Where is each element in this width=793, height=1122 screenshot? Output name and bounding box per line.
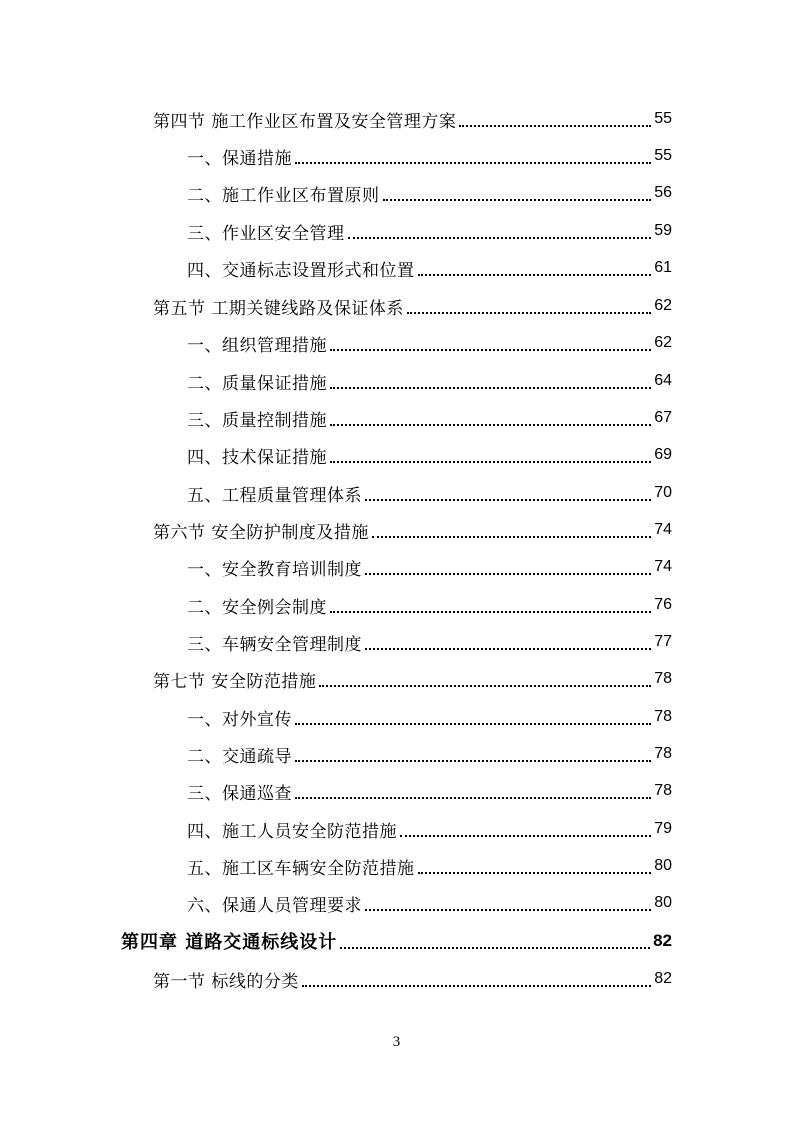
toc-leader-dots <box>365 499 651 501</box>
toc-entry-page: 61 <box>654 259 672 276</box>
toc-leader-dots <box>340 947 650 949</box>
toc-entry-section[interactable] <box>153 291 672 321</box>
toc-entry-section[interactable] <box>153 515 672 545</box>
toc-entry-page: 56 <box>654 184 672 201</box>
toc-entry-page: 80 <box>654 857 672 874</box>
toc-entry-item[interactable] <box>187 888 672 918</box>
toc-entry-title: 一、对外宣传 <box>187 709 292 730</box>
toc-leader-dots <box>418 872 652 874</box>
toc-entry-title: 第六节 安全防护制度及措施 <box>153 522 369 543</box>
toc-entry-item[interactable] <box>187 403 672 433</box>
toc-entry-title: 四、交通标志设置形式和位置 <box>187 260 415 281</box>
toc-entry-title: 三、质量控制措施 <box>187 410 327 431</box>
toc-entry-title: 五、工程质量管理体系 <box>187 485 362 506</box>
toc-entry-page: 55 <box>654 147 672 164</box>
toc-entry-page: 64 <box>654 372 672 389</box>
toc-entry-page: 70 <box>654 484 672 501</box>
toc-leader-dots <box>330 611 651 613</box>
toc-entry-item[interactable] <box>187 478 672 508</box>
toc-entry-title: 第七节 安全防范措施 <box>153 671 317 692</box>
toc-entry-title: 第四节 施工作业区布置及安全管理方案 <box>153 111 457 132</box>
toc-leader-dots <box>302 985 651 987</box>
toc-entry-title: 四、技术保证措施 <box>187 447 327 468</box>
toc-leader-dots <box>319 685 651 687</box>
toc-entry-item[interactable] <box>187 552 672 582</box>
toc-entry-title: 第一节 标线的分类 <box>153 971 299 992</box>
toc-entry-title: 三、车辆安全管理制度 <box>187 634 362 655</box>
toc-entry-page: 78 <box>654 670 672 687</box>
toc-entry-page: 62 <box>654 297 672 314</box>
toc-entry-item[interactable] <box>187 814 672 844</box>
toc-leader-dots <box>459 125 651 127</box>
toc-leader-dots <box>295 760 651 762</box>
toc-entry-page: 74 <box>654 558 672 575</box>
toc-leader-dots <box>400 835 651 837</box>
toc-entry-item[interactable] <box>187 366 672 396</box>
toc-entry-section[interactable] <box>153 104 672 134</box>
toc-leader-dots <box>330 461 651 463</box>
toc-leader-dots <box>330 387 651 389</box>
toc-entry-page: 78 <box>654 708 672 725</box>
toc-entry-page: 77 <box>654 633 672 650</box>
toc-leader-dots <box>407 312 651 314</box>
toc-entry-page: 82 <box>654 970 672 987</box>
toc-entry-title: 一、安全教育培训制度 <box>187 559 362 580</box>
toc-leader-dots <box>330 349 651 351</box>
toc-entry-item[interactable] <box>187 851 672 881</box>
toc-entry-page: 78 <box>654 782 672 799</box>
toc-leader-dots <box>348 237 652 239</box>
toc-entry-title: 二、质量保证措施 <box>187 373 327 394</box>
toc-entry-item[interactable] <box>187 627 672 657</box>
toc-entry-title: 第四章 道路交通标线设计 <box>121 932 338 953</box>
toc-entry-title: 三、保通巡查 <box>187 783 292 804</box>
toc-entry-page: 67 <box>654 409 672 426</box>
toc-entry-item[interactable] <box>187 328 672 358</box>
toc-entry-title: 四、施工人员安全防范措施 <box>187 821 397 842</box>
toc-entry-page: 74 <box>654 521 672 538</box>
toc-entry-title: 第五节 工期关键线路及保证体系 <box>153 298 404 319</box>
toc-entry-title: 五、施工区车辆安全防范措施 <box>187 858 415 879</box>
toc-entry-title: 一、保通措施 <box>187 148 292 169</box>
toc-entry-section[interactable] <box>153 964 672 994</box>
toc-entry-page: 82 <box>653 931 672 950</box>
toc-entry-item[interactable] <box>187 141 672 171</box>
toc-leader-dots <box>383 199 652 201</box>
toc-leader-dots <box>365 648 651 650</box>
toc-entry-page: 59 <box>654 222 672 239</box>
toc-entry-item[interactable] <box>187 776 672 806</box>
toc-entry-page: 76 <box>654 596 672 613</box>
toc-leader-dots <box>295 162 651 164</box>
toc-leader-dots <box>365 909 651 911</box>
toc-entry-item[interactable] <box>187 590 672 620</box>
toc-entry-section[interactable] <box>153 664 672 694</box>
toc-entry-item[interactable] <box>187 739 672 769</box>
toc-entry-title: 三、作业区安全管理 <box>187 223 345 244</box>
toc-entry-page: 55 <box>654 110 672 127</box>
toc-entry-item[interactable] <box>187 178 672 208</box>
toc-leader-dots <box>295 723 651 725</box>
toc-entry-title: 二、施工作业区布置原则 <box>187 185 380 206</box>
toc-entry-title: 六、保通人员管理要求 <box>187 895 362 916</box>
toc-leader-dots <box>418 274 652 276</box>
toc-entry-page: 79 <box>654 820 672 837</box>
toc-leader-dots <box>330 424 651 426</box>
toc-entry-item[interactable] <box>187 440 672 470</box>
toc-leader-dots <box>365 573 651 575</box>
toc-leader-dots <box>372 536 651 538</box>
toc-entry-item[interactable] <box>187 216 672 246</box>
toc-entry-title: 一、组织管理措施 <box>187 335 327 356</box>
toc-leader-dots <box>295 797 651 799</box>
toc-entry-item[interactable] <box>187 253 672 283</box>
toc-entry-title: 二、安全例会制度 <box>187 597 327 618</box>
page-number: 3 <box>392 1034 401 1050</box>
toc-entry-page: 69 <box>654 446 672 463</box>
toc-entry-title: 二、交通疏导 <box>187 746 292 767</box>
toc-entry-page: 78 <box>654 745 672 762</box>
toc-entry-page: 80 <box>654 894 672 911</box>
toc-entry-page: 62 <box>654 334 672 351</box>
toc-entry-chapter[interactable] <box>121 926 672 956</box>
toc-entry-item[interactable] <box>187 702 672 732</box>
